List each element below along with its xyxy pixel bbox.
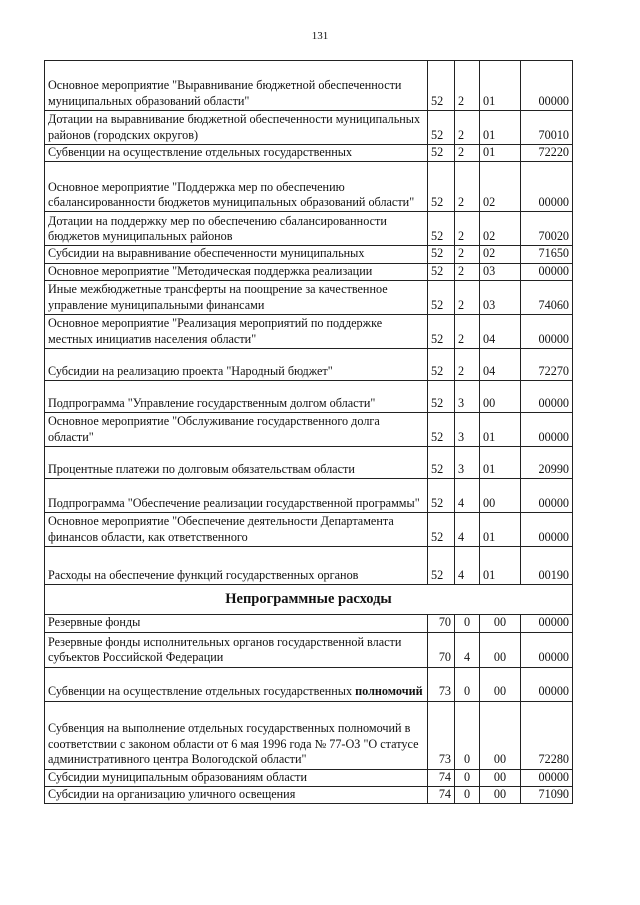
row-name <box>45 547 428 585</box>
row-name-text: Процентные платежи по долговым обязательствам области <box>48 461 355 476</box>
row-name-text: Субсидии муниципальным образованиям области <box>48 769 308 784</box>
table-row <box>45 61 573 111</box>
code-c3: 00 <box>480 701 521 769</box>
code-c1: 70 <box>428 615 455 632</box>
code-c3: 02 <box>480 212 521 246</box>
table-row <box>45 667 573 701</box>
table-row <box>45 547 573 585</box>
code-c1: 52 <box>428 246 455 263</box>
row-name <box>45 667 428 701</box>
code-c1: 52 <box>428 447 455 479</box>
code-c4: 71090 <box>521 787 573 804</box>
code-c2: 0 <box>455 615 480 632</box>
code-c4: 72220 <box>521 145 573 162</box>
code-c3: 01 <box>480 145 521 162</box>
code-c4: 00000 <box>521 413 573 447</box>
row-name-text: Резервные фонды <box>48 615 141 630</box>
row-name-text: Основное мероприятие "Обеспечение деятельности Департамента финансов области, как ответственного <box>48 514 394 544</box>
row-name-text: Расходы на обеспечение функций государственных органов <box>48 567 359 582</box>
code-c1: 52 <box>428 547 455 585</box>
row-name <box>45 315 428 349</box>
table-row <box>45 701 573 769</box>
row-name <box>45 61 428 111</box>
code-c2: 2 <box>455 145 480 162</box>
code-c3: 00 <box>480 667 521 701</box>
row-name-text: Субвенция на выполнение отдельных государственных полномочий в соответствии с законом области от 6 мая 1996 года № 77-ОЗ "О статусе административного центра Вологодской области" <box>48 721 419 767</box>
row-name <box>45 263 428 280</box>
code-c3: 00 <box>480 769 521 786</box>
row-name <box>45 162 428 212</box>
code-c2: 2 <box>455 349 480 381</box>
row-name <box>45 145 428 162</box>
budget-table <box>44 60 573 804</box>
row-name <box>45 246 428 263</box>
row-name-text: Подпрограмма "Обеспечение реализации государственной программы" <box>48 495 420 510</box>
table-row <box>45 349 573 381</box>
row-name <box>45 769 428 786</box>
code-c3: 04 <box>480 315 521 349</box>
program-rows <box>45 61 573 585</box>
row-name-text: Субсидии на реализацию проекта "Народный бюджет" <box>48 363 333 378</box>
code-c4: 70020 <box>521 212 573 246</box>
row-name-text: Субвенции на осуществление отдельных государственных <box>48 145 353 159</box>
code-c3: 03 <box>480 263 521 280</box>
section-title: Непрограммные расходы <box>45 585 573 615</box>
code-c1: 74 <box>428 769 455 786</box>
code-c4: 00190 <box>521 547 573 585</box>
row-name-text: Основное мероприятие "Поддержка мер по обеспечению сбалансированности бюджетов муниципальных образований области" <box>48 179 415 209</box>
row-name-text: Основное мероприятие "Обслуживание государственного долга области" <box>48 414 380 444</box>
code-c2: 2 <box>455 246 480 263</box>
row-name-text: Дотации на выравнивание бюджетной обеспеченности муниципальных районов (городских округов) <box>48 112 421 142</box>
table-row <box>45 281 573 315</box>
section-block <box>45 585 573 615</box>
table-row <box>45 787 573 804</box>
table-row <box>45 381 573 413</box>
code-c1: 52 <box>428 315 455 349</box>
code-c2: 2 <box>455 61 480 111</box>
code-c2: 2 <box>455 315 480 349</box>
code-c2: 4 <box>455 632 480 667</box>
row-name <box>45 701 428 769</box>
code-c1: 52 <box>428 61 455 111</box>
code-c3: 01 <box>480 547 521 585</box>
code-c4: 72270 <box>521 349 573 381</box>
row-name <box>45 349 428 381</box>
code-c4: 00000 <box>521 769 573 786</box>
table-row <box>45 162 573 212</box>
code-c2: 3 <box>455 447 480 479</box>
code-c2: 0 <box>455 769 480 786</box>
code-c2: 2 <box>455 281 480 315</box>
code-c1: 52 <box>428 349 455 381</box>
code-c3: 00 <box>480 787 521 804</box>
table-row <box>45 246 573 263</box>
code-c3: 02 <box>480 246 521 263</box>
code-c1: 52 <box>428 381 455 413</box>
row-name-text: Резервные фонды исполнительных органов государственной власти субъектов Российской Федерации <box>48 634 402 665</box>
code-c3: 04 <box>480 349 521 381</box>
page-number: 131 <box>311 30 329 42</box>
row-name-text: Подпрограмма "Управление государственным долгом области" <box>48 395 376 410</box>
table-row <box>45 413 573 447</box>
code-c4: 72280 <box>521 701 573 769</box>
row-name-text: Основное мероприятие "Методическая поддержка реализации <box>48 263 373 278</box>
code-c2: 0 <box>455 667 480 701</box>
nonprogram-rows <box>45 615 573 804</box>
code-c4: 00000 <box>521 667 573 701</box>
code-c4: 74060 <box>521 281 573 315</box>
code-c3: 01 <box>480 447 521 479</box>
code-c4: 00000 <box>521 632 573 667</box>
code-c1: 70 <box>428 632 455 667</box>
code-c3: 00 <box>480 381 521 413</box>
code-c2: 4 <box>455 513 480 547</box>
code-c1: 52 <box>428 162 455 212</box>
code-c1: 52 <box>428 281 455 315</box>
code-c1: 52 <box>428 479 455 513</box>
row-name-text: Субсидии на выравнивание обеспеченности муниципальных <box>48 246 365 261</box>
code-c3: 01 <box>480 413 521 447</box>
code-c2: 2 <box>455 263 480 280</box>
row-name-text: Основное мероприятие "Реализация мероприятий по поддержке местных инициатив населения области" <box>48 316 383 346</box>
code-c1: 73 <box>428 701 455 769</box>
table-row <box>45 111 573 145</box>
code-c4: 00000 <box>521 513 573 547</box>
code-c2: 2 <box>455 162 480 212</box>
code-c4: 00000 <box>521 61 573 111</box>
code-c4: 20990 <box>521 447 573 479</box>
code-c4: 00000 <box>521 381 573 413</box>
code-c4: 00000 <box>521 615 573 632</box>
row-name-text: Дотации на поддержку мер по обеспечению сбалансированности бюджетов муниципальных районов <box>48 213 387 243</box>
code-c1: 73 <box>428 667 455 701</box>
code-c1: 52 <box>428 263 455 280</box>
code-c3: 00 <box>480 632 521 667</box>
code-c1: 52 <box>428 413 455 447</box>
code-c4: 70010 <box>521 111 573 145</box>
code-c2: 2 <box>455 111 480 145</box>
row-name <box>45 615 428 632</box>
code-c3: 01 <box>480 111 521 145</box>
row-name <box>45 632 428 667</box>
code-c2: 4 <box>455 479 480 513</box>
code-c4: 00000 <box>521 315 573 349</box>
code-c3: 01 <box>480 61 521 111</box>
code-c4: 00000 <box>521 263 573 280</box>
code-c1: 52 <box>428 212 455 246</box>
code-c2: 3 <box>455 413 480 447</box>
row-name-text: Иные межбюджетные трансферты на поощрение за качественное управление муниципальными финансами <box>48 282 388 312</box>
table-row <box>45 212 573 246</box>
row-name <box>45 513 428 547</box>
row-name <box>45 447 428 479</box>
code-c3: 03 <box>480 281 521 315</box>
row-name-bold-text: полномочий <box>355 684 423 699</box>
table-row <box>45 615 573 632</box>
code-c1: 74 <box>428 787 455 804</box>
code-c1: 52 <box>428 111 455 145</box>
row-name <box>45 381 428 413</box>
row-name <box>45 787 428 804</box>
row-name <box>45 212 428 246</box>
table-row <box>45 479 573 513</box>
table-row <box>45 315 573 349</box>
code-c4: 71650 <box>521 246 573 263</box>
code-c4: 00000 <box>521 479 573 513</box>
table-row <box>45 513 573 547</box>
row-name-text: Субсидии на организацию уличного освещения <box>48 787 296 802</box>
code-c2: 3 <box>455 381 480 413</box>
code-c3: 02 <box>480 162 521 212</box>
table-row <box>45 769 573 786</box>
code-c1: 52 <box>428 145 455 162</box>
table-row <box>45 145 573 162</box>
code-c2: 2 <box>455 212 480 246</box>
row-name <box>45 281 428 315</box>
code-c2: 0 <box>455 701 480 769</box>
row-name <box>45 111 428 145</box>
row-name <box>45 413 428 447</box>
table-row <box>45 447 573 479</box>
code-c4: 00000 <box>521 162 573 212</box>
code-c1: 52 <box>428 513 455 547</box>
code-c3: 00 <box>480 615 521 632</box>
code-c3: 01 <box>480 513 521 547</box>
code-c2: 4 <box>455 547 480 585</box>
table-row <box>45 263 573 280</box>
table-row <box>45 632 573 667</box>
code-c2: 0 <box>455 787 480 804</box>
code-c3: 00 <box>480 479 521 513</box>
row-name <box>45 479 428 513</box>
row-name-text: Субвенции на осуществление отдельных государственных <box>48 684 353 699</box>
section-header-row <box>45 585 573 615</box>
row-name-text: Основное мероприятие "Выравнивание бюджетной обеспеченности муниципальных образований области" <box>48 78 402 108</box>
